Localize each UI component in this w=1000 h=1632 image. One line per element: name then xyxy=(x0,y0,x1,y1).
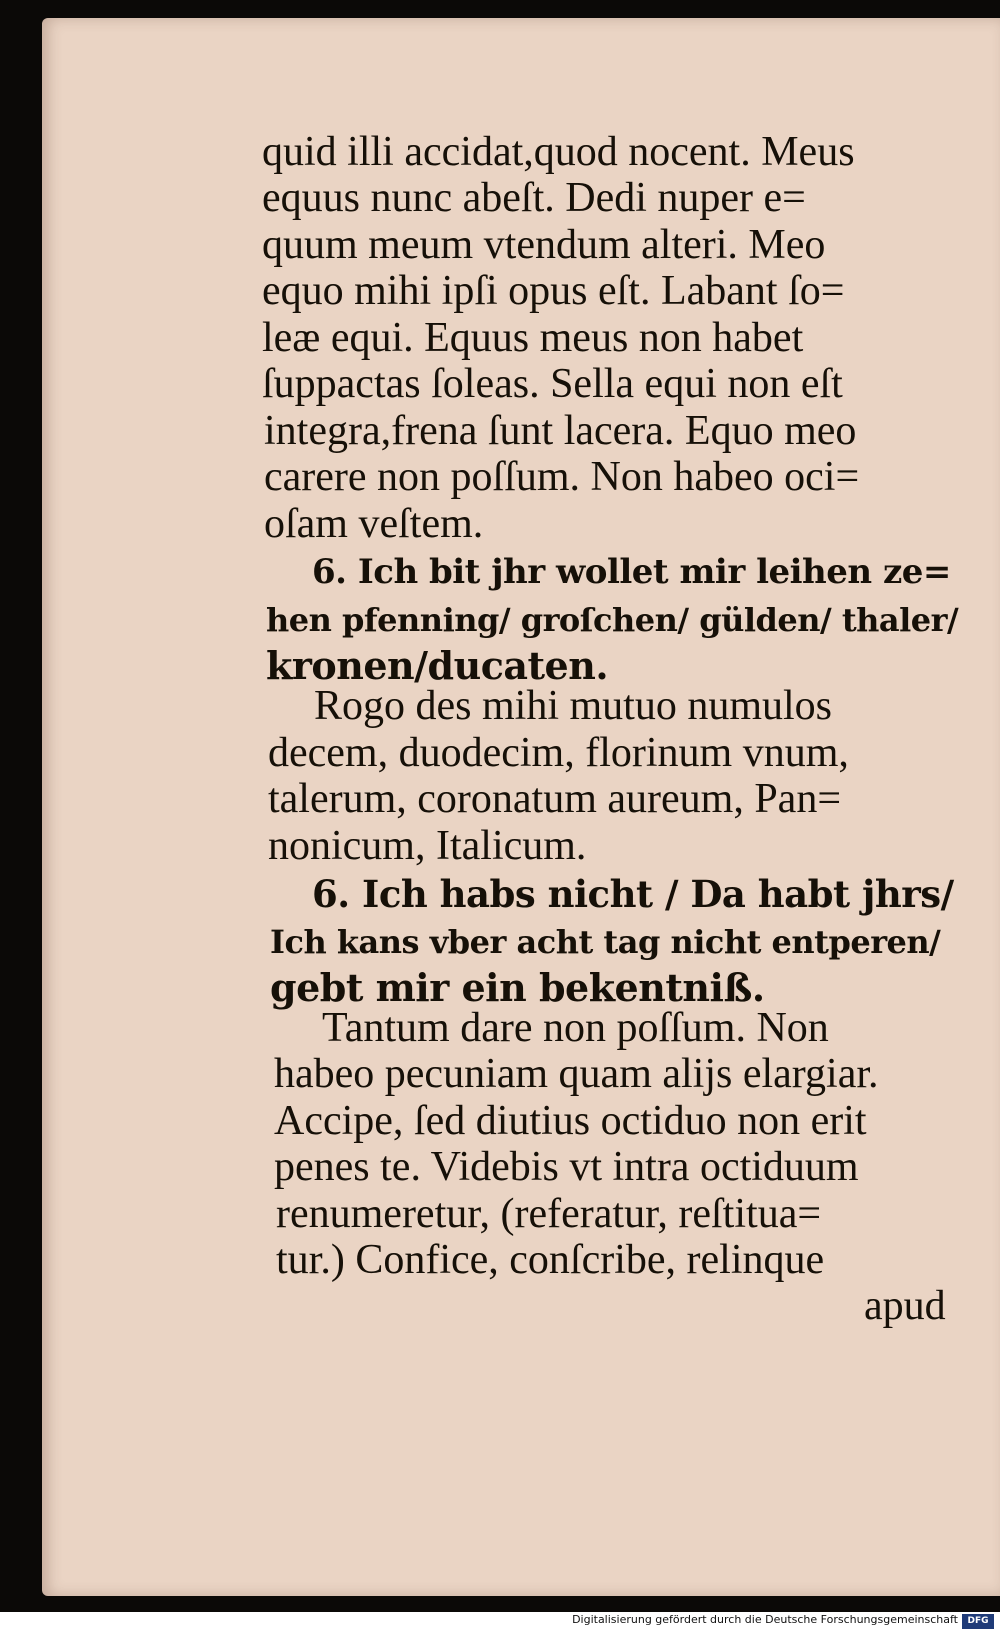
text-line-22: Accipe, ſed diutius octiduo non erit xyxy=(274,1098,867,1144)
text-line-8: carere non poſſum. Non habeo oci= xyxy=(264,454,860,500)
text-line-3: quum meum vtendum alteri. Meo xyxy=(262,222,826,268)
text-line-5: leæ equi. Equus meus non habet xyxy=(262,315,804,361)
text-line-13: Rogo des mihi mutuo numulos xyxy=(314,683,833,729)
digitization-credit: Digitalisierung gefördert durch die Deutsche Forschungsgemeinschaft xyxy=(572,1613,958,1626)
text-line-17: 6. Ich habs nicht / Da habt jhrs/ xyxy=(312,872,954,916)
text-line-15: talerum, coronatum aureum, Pan= xyxy=(268,776,842,822)
text-line-26-catchword: apud xyxy=(864,1283,946,1329)
text-line-11: hen pfenning/ groſchen/ gülden/ thaler/ xyxy=(266,601,959,639)
text-line-23: penes te. Videbis vt intra octiduum xyxy=(274,1144,859,1190)
text-line-25: tur.) Confice, conſcribe, relinque xyxy=(276,1237,825,1283)
text-line-6: ſuppactas ſoleas. Sella equi non eſt xyxy=(262,361,843,407)
text-line-19: gebt mir ein bekentniß. xyxy=(270,965,765,1010)
text-line-12: kronen/ducaten. xyxy=(266,643,609,688)
text-line-20: Tantum dare non poſſum. Non xyxy=(322,1005,829,1051)
text-line-24: renumeretur, (referatur, reſtitua= xyxy=(276,1191,822,1237)
text-line-10: 6. Ich bit jhr wollet mir leihen ze= xyxy=(312,552,951,592)
text-line-7: integra,frena ſunt lacera. Equo meo xyxy=(264,408,857,454)
text-line-21: habeo pecuniam quam alijs elargiar. xyxy=(274,1051,879,1097)
text-line-1: quid illi accidat,quod nocent. Meus xyxy=(262,129,855,175)
text-line-2: equus nunc abeſt. Dedi nuper e= xyxy=(262,175,806,221)
text-line-18: Ich kans vber acht tag nicht entperen/ xyxy=(270,923,941,961)
text-line-16: nonicum, Italicum. xyxy=(268,823,587,869)
text-line-9: oſam veſtem. xyxy=(264,501,484,547)
text-line-4: equo mihi ipſi opus eſt. Labant ſo= xyxy=(262,268,845,314)
dfg-logo: DFG xyxy=(962,1614,994,1629)
text-line-14: decem, duodecim, florinum vnum, xyxy=(268,730,849,776)
